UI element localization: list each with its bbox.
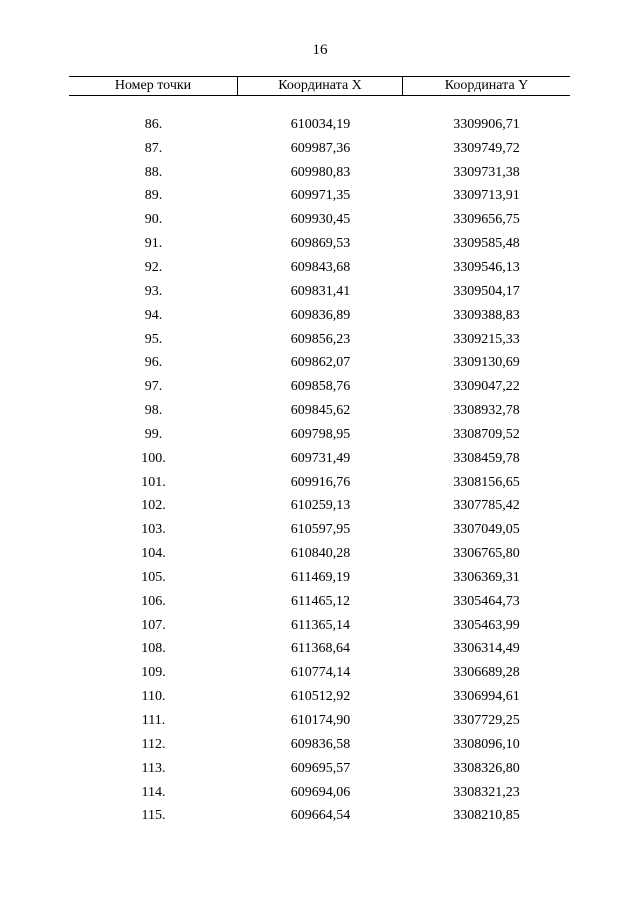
coordinate-x-cell: 609798,95 <box>290 426 351 442</box>
table-row <box>69 471 570 495</box>
coordinate-x-cell: 610174,90 <box>290 713 351 729</box>
coordinate-x-cell: 609862,07 <box>290 355 351 371</box>
coordinate-x-cell: 609843,68 <box>290 259 351 275</box>
table-row <box>69 328 570 352</box>
page-number: 16 <box>312 42 328 58</box>
point-number-cell: 97. <box>144 379 163 395</box>
header-coordinate-x: Координата X <box>238 77 403 95</box>
table-row <box>69 757 570 781</box>
table-row <box>69 423 570 447</box>
coordinate-x-cell: 610512,92 <box>290 689 351 705</box>
table-row <box>69 590 570 614</box>
coordinate-x-cell: 611368,64 <box>291 641 350 657</box>
table-row <box>69 518 570 542</box>
coordinate-y-cell: 3309656,75 <box>453 212 520 228</box>
coordinate-y-cell: 3307049,05 <box>453 522 520 538</box>
table-row <box>69 208 570 232</box>
point-number-cell: 93. <box>144 283 163 299</box>
point-number-cell: 88. <box>144 164 163 180</box>
coordinate-y-cell: 3308156,65 <box>453 474 520 490</box>
coordinate-y-cell: 3309215,33 <box>453 331 520 347</box>
table-row <box>69 232 570 256</box>
point-number-cell: 108. <box>141 641 166 657</box>
table-row <box>69 781 570 805</box>
table-row <box>69 495 570 519</box>
coordinate-y-cell: 3309504,17 <box>453 283 520 299</box>
coordinate-y-cell: 3306689,28 <box>453 665 520 681</box>
coordinate-x-cell: 609836,89 <box>290 307 351 323</box>
point-number-cell: 100. <box>141 450 166 466</box>
coordinate-y-cell: 3309130,69 <box>453 355 520 371</box>
coordinate-x-cell: 609980,83 <box>290 164 351 180</box>
table-row <box>69 709 570 733</box>
point-number-cell: 99. <box>144 426 163 442</box>
coordinate-x-cell: 609831,41 <box>290 283 351 299</box>
coordinate-x-cell: 609916,76 <box>290 474 351 490</box>
table-row <box>69 351 570 375</box>
coordinate-y-cell: 3309546,13 <box>453 259 520 275</box>
coordinate-y-cell: 3309731,38 <box>453 164 520 180</box>
coordinate-y-cell: 3309713,91 <box>453 188 520 204</box>
table-row <box>69 280 570 304</box>
table-row <box>69 375 570 399</box>
coordinate-y-cell: 3307785,42 <box>453 498 520 514</box>
coordinate-x-cell: 611365,14 <box>291 617 350 633</box>
table-row <box>69 304 570 328</box>
point-number-cell: 95. <box>144 331 163 347</box>
table-row <box>69 399 570 423</box>
coordinate-x-cell: 609987,36 <box>290 140 351 156</box>
coordinate-y-cell: 3305463,99 <box>453 617 520 633</box>
point-number-cell: 106. <box>141 593 166 609</box>
coordinate-y-cell: 3305464,73 <box>453 593 520 609</box>
coordinate-x-cell: 610034,19 <box>290 116 351 132</box>
table-row <box>69 447 570 471</box>
table-row <box>69 542 570 566</box>
coordinate-x-cell: 609731,49 <box>290 450 351 466</box>
point-number-cell: 102. <box>141 498 166 514</box>
table-row <box>69 256 570 280</box>
coordinate-y-cell: 3309906,71 <box>453 116 520 132</box>
coordinate-y-cell: 3306994,61 <box>453 689 520 705</box>
point-number-cell: 115. <box>141 808 166 824</box>
coordinate-y-cell: 3306314,49 <box>453 641 520 657</box>
coordinate-y-cell: 3309749,72 <box>453 140 520 156</box>
coordinate-y-cell: 3308709,52 <box>453 426 520 442</box>
point-number-cell: 104. <box>141 546 166 562</box>
coordinate-y-cell: 3308210,85 <box>453 808 520 824</box>
point-number-cell: 112. <box>141 736 166 752</box>
point-number-cell: 113. <box>141 760 166 776</box>
point-number-cell: 107. <box>141 617 166 633</box>
table-row <box>69 685 570 709</box>
coordinate-x-cell: 609836,58 <box>290 736 351 752</box>
table-row <box>69 137 570 161</box>
coordinate-x-cell: 610597,95 <box>290 522 351 538</box>
point-number-cell: 90. <box>144 212 163 228</box>
point-number-cell: 114. <box>141 784 166 800</box>
point-number-cell: 94. <box>144 307 163 323</box>
coordinate-y-cell: 3308326,80 <box>453 760 520 776</box>
coordinate-y-cell: 3309047,22 <box>453 379 520 395</box>
coordinate-y-cell: 3309388,83 <box>453 307 520 323</box>
point-number-cell: 110. <box>141 689 166 705</box>
table-row <box>69 638 570 662</box>
coordinate-x-cell: 609664,54 <box>290 808 351 824</box>
table-row <box>69 161 570 185</box>
point-number-cell: 89. <box>144 188 163 204</box>
coordinate-x-cell: 609869,53 <box>290 236 351 252</box>
coordinate-x-cell: 609695,57 <box>290 760 351 776</box>
table-row <box>69 614 570 638</box>
table-row <box>69 804 570 828</box>
table-row <box>69 113 570 137</box>
table-header <box>69 76 570 96</box>
coordinate-x-cell: 610840,28 <box>290 546 351 562</box>
coordinate-y-cell: 3308096,10 <box>453 736 520 752</box>
header-coordinate-y: Координата Y <box>444 78 529 93</box>
coordinate-x-cell: 609694,06 <box>290 784 351 800</box>
coordinate-x-cell: 610259,13 <box>290 498 351 514</box>
point-number-cell: 98. <box>144 403 163 419</box>
coordinate-x-cell: 611469,19 <box>291 569 350 585</box>
coordinates-table <box>69 76 570 828</box>
coordinate-y-cell: 3308932,78 <box>453 403 520 419</box>
coordinate-x-cell: 609930,45 <box>290 212 351 228</box>
point-number-cell: 101. <box>141 474 166 490</box>
point-number-cell: 103. <box>141 522 166 538</box>
coordinate-x-cell: 610774,14 <box>290 665 351 681</box>
point-number-cell: 105. <box>141 569 166 585</box>
coordinate-y-cell: 3309585,48 <box>453 236 520 252</box>
point-number-cell: 86. <box>144 116 163 132</box>
table-row <box>69 733 570 757</box>
point-number-cell: 92. <box>144 259 163 275</box>
coordinate-x-cell: 609971,35 <box>290 188 351 204</box>
table-row <box>69 185 570 209</box>
point-number-cell: 87. <box>144 140 163 156</box>
coordinate-y-cell: 3307729,25 <box>453 713 520 729</box>
coordinate-x-cell: 611465,12 <box>291 593 350 609</box>
header-point-number: Номер точки <box>69 77 238 95</box>
point-number-cell: 96. <box>144 355 163 371</box>
coordinate-x-cell: 609856,23 <box>290 331 351 347</box>
point-number-cell: 91. <box>144 236 163 252</box>
coordinate-y-cell: 3306765,80 <box>453 546 520 562</box>
table-body <box>69 113 570 828</box>
table-row <box>69 661 570 685</box>
coordinate-y-cell: 3308459,78 <box>453 450 520 466</box>
point-number-cell: 111. <box>141 713 166 729</box>
coordinate-y-cell: 3308321,23 <box>453 784 520 800</box>
coordinate-x-cell: 609858,76 <box>290 379 351 395</box>
point-number-cell: 109. <box>141 665 166 681</box>
table-row <box>69 566 570 590</box>
coordinate-x-cell: 609845,62 <box>290 403 351 419</box>
coordinate-y-cell: 3306369,31 <box>453 569 520 585</box>
